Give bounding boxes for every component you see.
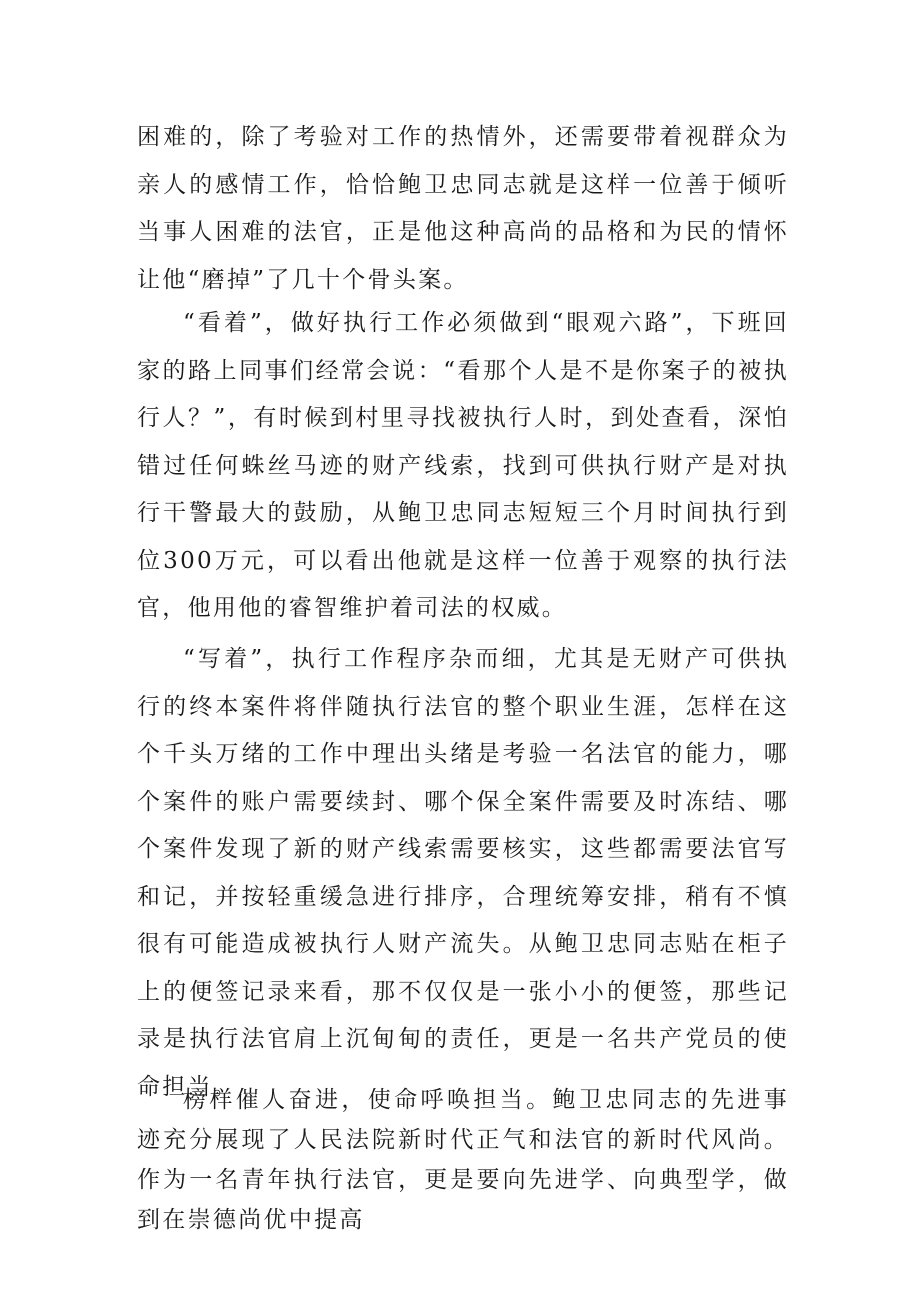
- paragraph-1: 困难的，除了考验对工作的热情外，还需要带着视群众为亲人的感情工作，恰恰鲍卫忠同志就是这样一位善于倾听当事人困难的法官，正是他这种高尚的品格和为民的情怀让他“磨掉”了几十个骨头案。: [137, 124, 789, 293]
- paragraph-3: “写着”，执行工作程序杂而细，尤其是无财产可供执行的终本案件将伴随执行法官的整个职业生涯，怎样在这个千头万绪的工作中理出头绪是考验一名法官的能力，哪个案件的账户需要续封、哪个保全案件需要及时冻结、哪个案件发现了新的财产线索需要核实，这些都需要法官写和记，并按轻重缓急进行排序，合理统筹安排，稍有不慎很有可能造成被执行人财产流失。从鲍卫忠同志贴在柜子上的便签记录来看，那不仅仅是一张小小的便签，那些记录是执行法官肩上沉甸甸的责任，更是一名共产党员的使命担当。: [137, 646, 789, 1100]
- paragraph-4: 榜样催人奋进，使命呼唤担当。鲍卫忠同志的先进事迹充分展现了人民法院新时代正气和法官的新时代风尚。作为一名青年执行法官，更是要向先进学、向典型学，做到在崇德尚优中提高: [137, 1087, 789, 1233]
- paragraph-2: “看着”，做好执行工作必须做到“眼观六路”，下班回家的路上同事们经常会说：“看那个人是不是你案子的被执行人？”，有时候到村里寻找被执行人时，到处查看，深怕错过任何蛛丝马迹的财产线索，找到可供执行财产是对执行干警最大的鼓励，从鲍卫忠同志短短三个月时间执行到位300万元，可以看出他就是这样一位善于观察的执行法官，他用他的睿智维护着司法的权威。: [137, 310, 789, 621]
